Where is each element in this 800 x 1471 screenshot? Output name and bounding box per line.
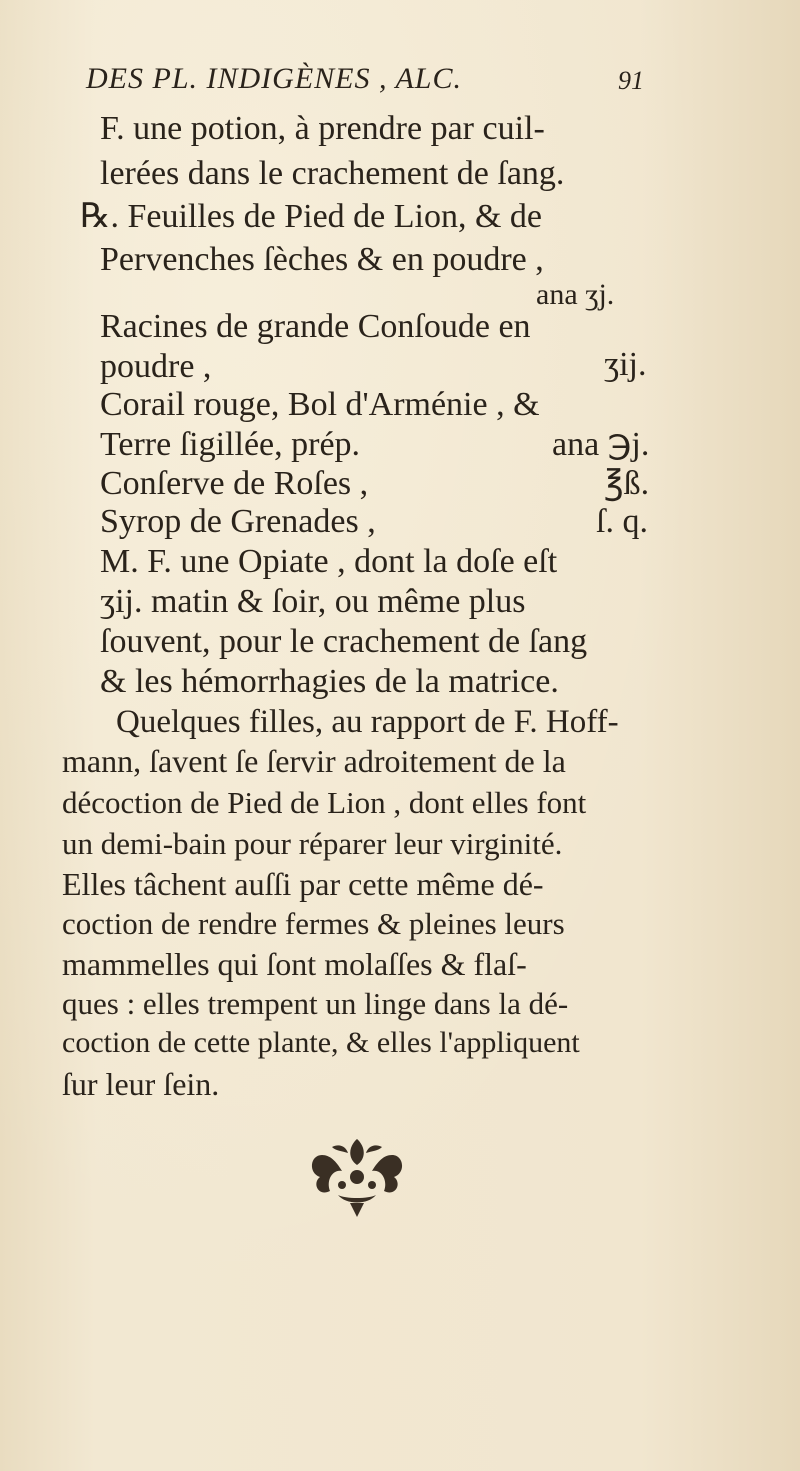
text-line: ſ. q. — [596, 503, 648, 540]
text-line: Syrop de Grenades , — [100, 503, 376, 540]
text-line: coction de rendre fermes & pleines leurs — [62, 906, 565, 941]
text-line: ʒij. matin & ſoir, ou même plus — [100, 583, 526, 620]
text-line: Elles tâchent auſſi par cette même dé- — [62, 866, 544, 902]
text-line: & les hémorrhagies de la matrice. — [100, 663, 559, 700]
running-title: DES PL. INDIGÈNES , ALC. — [86, 62, 462, 95]
text-line: ana ℈j. — [552, 426, 650, 463]
page-number: 91 — [618, 66, 644, 95]
text-line: Pervenches ſèches & en poudre , — [100, 241, 544, 278]
text-line: ana ʒj. — [536, 278, 615, 311]
text-line: décoction de Pied de Lion , dont elles font — [62, 785, 587, 820]
text-line: Racines de grande Conſoude en — [100, 308, 531, 345]
fleuron-ornament-icon — [302, 1125, 412, 1225]
text-line: coction de cette plante, & elles l'appliquent — [62, 1026, 580, 1059]
text-line: ſur leur ſein. — [62, 1066, 220, 1102]
text-line: ques : elles trempent un linge dans la dé- — [62, 986, 569, 1021]
text-line: ʒij. — [604, 346, 647, 383]
text-line: mammelles qui ſont molaſſes & flaſ- — [62, 946, 527, 982]
text-line: ℞. Feuilles de Pied de Lion, & de — [80, 198, 543, 235]
text-line: M. F. une Opiate , dont la doſe eſt — [100, 543, 558, 580]
text-line: un demi-bain pour réparer leur virginité. — [62, 826, 563, 861]
text-line: lerées dans le crachement de ſang. — [100, 155, 565, 192]
text-line: Corail rouge, Bol d'Arménie , & — [100, 386, 540, 423]
text-line: mann, ſavent ſe ſervir adroitement de la — [62, 743, 566, 779]
text-line: ℥ß. — [604, 465, 650, 502]
text-line: ſouvent, pour le crachement de ſang — [100, 623, 588, 660]
text-line: Quelques filles, au rapport de F. Hoff- — [116, 704, 619, 740]
text-line: poudre , — [100, 348, 212, 385]
text-line: Conſerve de Roſes , — [100, 465, 369, 502]
text-line: F. une potion, à prendre par cuil- — [100, 110, 545, 147]
text-line: Terre ſigillée, prép. — [100, 426, 361, 463]
